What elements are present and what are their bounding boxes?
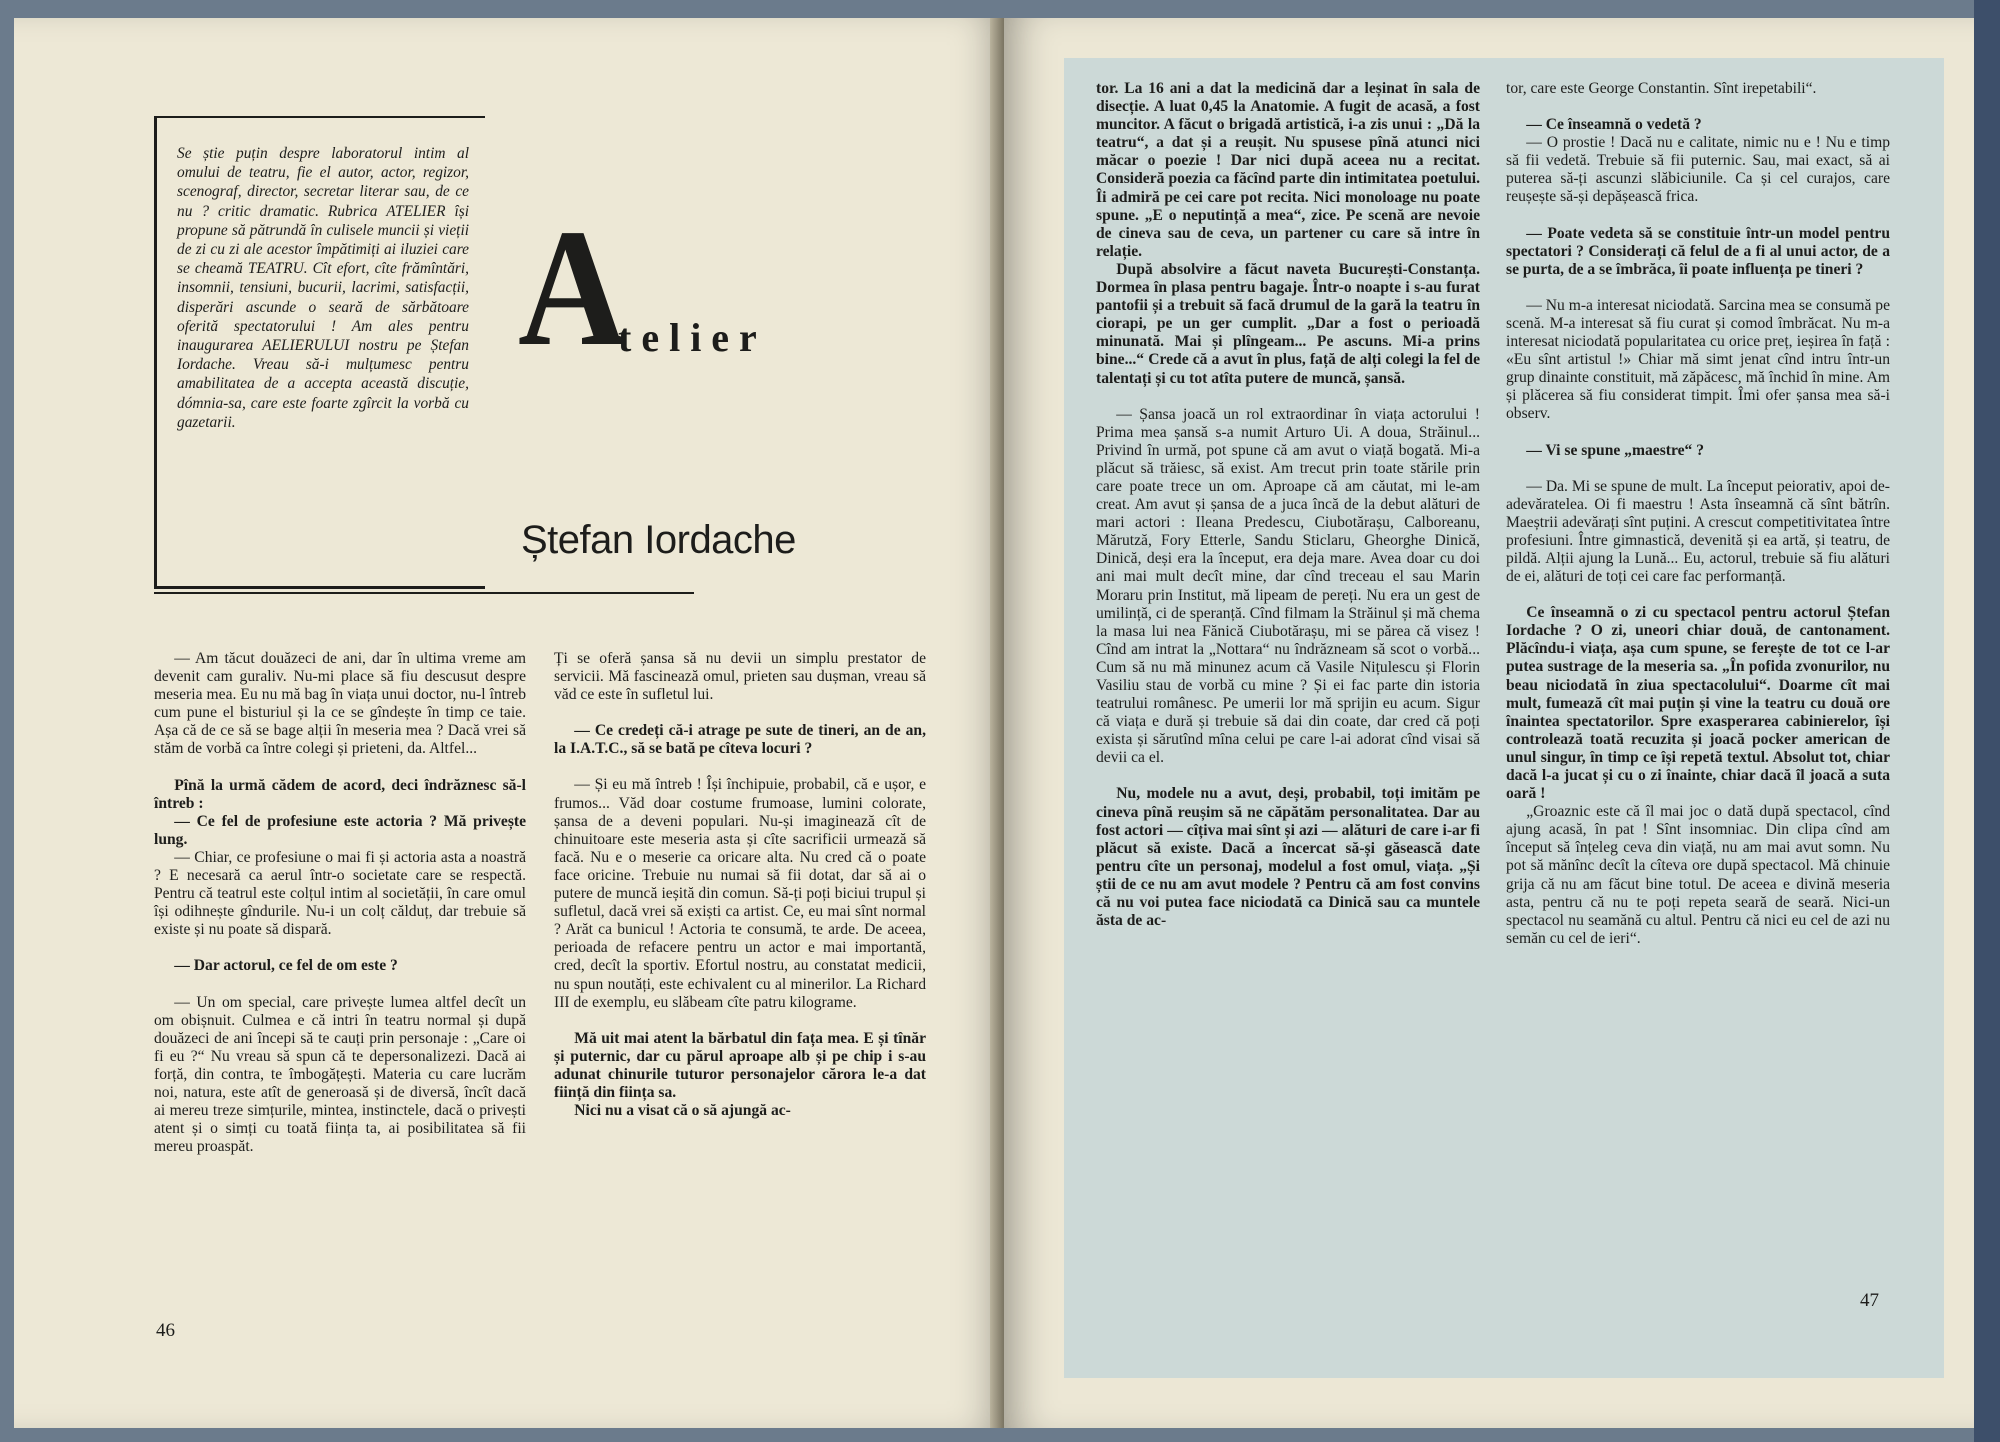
intro-text: Se știe puțin despre laboratorul intim al omului de teatru, fie el autor, actor, regizor, scenograf, director, secretar literar sau, de ce nu ? critic dramatic. Rubrica ATELIER își propune să pătrundă în culisele muncii și vieții de zi cu zi ale acestor împătimiți ai iluziei care se cheamă TEATRU. Cît efort, cîte frămîntări, insomnii, tensiuni, bucurii, lacrimi, satisfacții, disperări ascunde o seară de sărbătoare oferită spectatorului ! Am ales pentru inaugurarea AELIERULUI nostru pe Ștefan Iordache. Vreau să-i mulțumesc pentru amabilitatea de a accepta această discuție, dómnia-sa, care este foarte zgîrcit la vorbă cu gazetarii. (177, 145, 469, 431)
paragraph: — Ce înseamnă o vedetă ? (1526, 116, 1702, 134)
paragraph: tor, care este George Constantin. Sînt irepetabili“. (1506, 80, 1817, 97)
paragraph: Pînă la urmă cădem de acord, deci îndrăznesc să-l întreb : (154, 776, 526, 812)
paragraph: Mă uit mai atent la bărbatul din fața mea. E și tînăr și puternic, dar cu părul aproape alb și pe chip i s-au adunat chinurile tuturor personajelor cărora le-a dat ființă din ființa sa. (554, 1029, 926, 1101)
left-column-2 (554, 650, 926, 1120)
paragraph: Ți se oferă șansa să nu devii un simplu prestator de servicii. Mă fascinează omul, prieten sau dușman, vreau să văd ce este în sufletul lui. (554, 650, 926, 704)
paragraph: După absolvire a făcut naveta București-Constanța. Dormea în plasa pentru bagaje. Într-o noapte i s-au furat pantofii și a trebuit să facă drumul de la gară la teatru în ciorapi, pe un ger cumplit. „Dar a fost o perioadă minunată. Mai și plîngeam... Pe ascuns. Mi-a prins bine...“ Crede că a avut în plus, față de alți colegi la fel de talentați și cu tot atîta putere de muncă, șansă. (1096, 260, 1480, 387)
paragraph: „Groaznic este că îl mai joc o dată după spectacol, cînd ajung acasă, în pat ! Sînt insomniac. Din clipa cînd am început să înțeleg ceva din viață, nu am mai avut somn. Nu pot să mănînc decît la cîteva ore după spectacol. Mă chinuie grija că nu am făcut bine totul. De aceea e divină meseria asta, pentru că nu te poți repeta seară de seară. Nici-un spectacol nu seamănă cu altul. Pentru că nici eu cel de azi nu semăn cu cel de ieri“. (1506, 803, 1890, 947)
left-column-1 (154, 650, 526, 1156)
intro-box (154, 116, 485, 589)
right-page (1004, 18, 1974, 1428)
left-page (14, 18, 1004, 1428)
interviewee-name: Ștefan Iordache (521, 518, 796, 562)
paragraph: Nici nu a visat că o să ajungă ac- (574, 1102, 791, 1120)
page-number-right: 47 (1860, 1290, 1879, 1311)
paragraph: Nu, modele nu a avut, deși, probabil, toți imităm pe cineva pînă reușim să ne căpătăm personalitatea. Dar au fost actori — cîțiva mai sînt și azi — alături de care i-ar fi plăcut să existe. Dacă a încercat să-și găsească date pentru cîte un personaj, modelul a fost omul, viața. „Și știi de ce nu am avut modele ? Pentru că am fost convins că nu voi putea face niciodată ca Dinică sau ca muntele ăsta de ac- (1096, 785, 1480, 930)
paragraph: — O prostie ! Dacă nu e calitate, nimic nu e ! Nu e timp să fii vedetă. Trebuie să fii puternic. Sau, mai exact, să ai puterea să-ți ascunzi slăbiciunile. Ca și cel curajos, care reușește să-și depășească frica. (1506, 134, 1890, 206)
title-rule (154, 592, 694, 594)
page-number-left: 46 (156, 1320, 175, 1341)
paragraph: Ce înseamnă o zi cu spectacol pentru actorul Ștefan Iordache ? O zi, uneori chiar două, de cantonament. Plăcîndu-i viața, așa cum spune, se ferește de tot ce l-ar putea sustrage de la meseria sa. „În pofida zvonurilor, nu beau niciodată în ziua spectacolului“. Doarme cît mai mult, fumează cît mai puțin și vine la teatru cu două ore înaintea spectatorilor. Spre exasperarea cabinierelor, își controlează toată recuzita și joacă pocker american de unul singur, în timp ce își repetă textul. Absolut tot, chiar dacă l-a jucat și cu o zi înainte, chiar dacă îl joacă a suta oară ! (1506, 604, 1890, 803)
paragraph: — Un om special, care privește lumea altfel decît un om obișnuit. Culmea e că intri în teatru normal și după douăzeci de ani începi să te cauți prin personaje : „Care oi fi eu ?“ Nu vreau să spun că te depersonalizezi. Dacă ai forță, din contra, te îmbogățești. Materia cu care lucrăm noi, natura, este atît de generoasă și de diversă, încît dacă ai mereu treze simțurile, mintea, instinctele, dacă o privești atent și o simți cu toată ființa ta, ai posibilitatea să fii mereu proaspăt. (154, 993, 526, 1156)
right-column-2 (1506, 80, 1890, 948)
paragraph: — Dar actorul, ce fel de om este ? (174, 957, 398, 975)
right-column-1 (1096, 80, 1480, 930)
binding-edge (1974, 0, 2000, 1442)
paragraph: — Poate vedeta să se constituie într-un model pentru spectatori ? Considerați că felul de a fi al unui actor, de a se purta, de a se îmbrăca, îi poate influența pe tineri ? (1506, 224, 1890, 278)
title-text: telier (618, 315, 767, 360)
paragraph: — Șansa joacă un rol extraordinar în viața actorului ! Prima mea șansă s-a numit Arturo Ui. A doua, Străinul... Privind în urmă, pot spune că am avut o viață bogată. Mi-a plăcut să trăiesc, să exist. Am trecut prin toate stările prin care poate trece un om. Aproape că am căutat, mi le-am creat. Am avut și șansa de a juca încă de la debut alături de mari actori : Ileana Predescu, Ciubotărașu, Calboreanu, Mărutză, Fory Etterle, Sandu Sticlaru, Gheorghe Dinică, Dinică, deși era la început, era deja mare. Avea doar cu doi ani mai mult decît mine, dar cînd treceau el sau Marin Moraru prin Institut, mă lipeam de pereți. Nu era un gest de umilință, ci de speranță. Cînd filmam la Străinul și mă chema la masa lui nea Fănică Ciubotărașu, mi se părea că visez ! Cînd am intrat la „Nottara“ nu îndrăzneam să scot o vorbă... Cum să nu mă minunez acum că Vasile Nițulescu și Florin Vasiliu stau de vorbă cu mine ? Și ei fac parte din istoria teatrului românesc. Pe umerii lor mă sprijin eu acum. Sigur că viața e dură și trebuie să dai din coate, dar cred că poți exista și sărutînd mîna celui pe care l-ai adorat cînd visai să devii ca el. (1096, 405, 1480, 767)
paragraph: — Ce fel de profesiune este actoria ? Mă privește lung. (154, 812, 526, 848)
paragraph: — Ce credeți că-i atrage pe sute de tineri, an de an, la I.A.T.C., să se bată pe cîteva locuri ? (554, 722, 926, 758)
paragraph: — Chiar, ce profesiune o mai fi și actoria asta a noastră ? E necesară ca aerul într-o societate care se respectă. Pentru că teatrul este colțul intim al societății, în care omul își odihnește gîndurile. Nu-i un colț călduț, dar trebuie să existe și nu poate să dispară. (154, 848, 526, 939)
paragraph: — Și eu mă întreb ! Își închipuie, probabil, că e ușor, e frumos... Văd doar costume frumoase, lumini colorate, șansa de a deveni populari. Nu-și imaginează cît de chinuitoare este meseria asta și cîte sacrificii urmează să facă. Nu e o meserie ca oricare alta. Nu cred că o poate face oricine. Trebuie nu numai să fii dotat, dar să ai o putere de muncă ieșită din comun. Să-ți poți biciui trupul și sufletul, dacă vrei să exiști ca artist. Ce, eu mai sînt normal ? Arăt ca bunicul ! Actoria te consumă, te arde. De aceea, perioada de refacere pentru un actor e mai importantă, cred, decît la sportiv. Efortul nostru, au constatat medicii, nu spun noutăți, este echivalent cu al minerilor. La Richard III de exemplu, eu slăbeam cîte patru kilograme. (554, 776, 926, 1011)
paragraph: — Am tăcut douăzeci de ani, dar în ultima vreme am devenit cam guraliv. Nu-mi place să fiu descusut despre meseria mea. Eu nu mă bag în viața unui doctor, nu-l întreb cum pune el bisturiul și la ce se gîndește în timp ce taie. Așa că de ce să se bage alții în meseria mea ? Dacă vrei să stăm de vorbă ca între colegi și prieteni, da. Altfel... (154, 650, 526, 758)
title-initial: A (518, 195, 628, 381)
paragraph: — Vi se spune „maestre“ ? (1526, 441, 1705, 459)
paragraph: — Da. Mi se spune de mult. La început peiorativ, apoi de-adevăratelea. Oi fi maestru ! Asta înseamnă că sînt bătrîn. Maeștrii adevărați sînt puțini. A crescut competitivitatea între profesiuni. Între gimnastică, devenită și ea artă, și teatru, de pildă. Alții ajung la Lună... Eu, actorul, trebuie să fiu alături de ei, alături de toți cei care fac performanță. (1506, 477, 1890, 586)
paragraph: tor. La 16 ani a dat la medicină dar a leșinat în sala de disecție. A luat 0,45 la Anatomie. A fugit de acasă, a fost muncitor. A făcut o brigadă artistică, i-a zis unui : „Dă la teatru“, a dat și a reușit. Nu spusese pînă atunci nici măcar o poezie ! Dar nici după aceea nu a recitat. Consideră poezia ca făcînd parte din intimitatea poetului. Îi admiră pe cei care pot recita. Nici monoloage nu poate spune. „E o neputință a mea“, zice. Pe scenă are nevoie de cineva sau de ceva, un partener cu care să intre în relație. (1096, 80, 1480, 260)
paragraph: — Nu m-a interesat niciodată. Sarcina mea se consumă pe scenă. M-a interesat să fiu curat și comod îmbrăcat. Nu m-a interesat niciodată popularitatea cu orice preț, ieșirea în față : «Eu sînt artistul !» Chiar mă simt jenat cînd intru într-un grup dinainte constituit, mă zăpăcesc, mă închid în mine. Am și plăcerea să fiu considerat timpit. Îmi ofer șansa mea să-i observ. (1506, 296, 1890, 423)
